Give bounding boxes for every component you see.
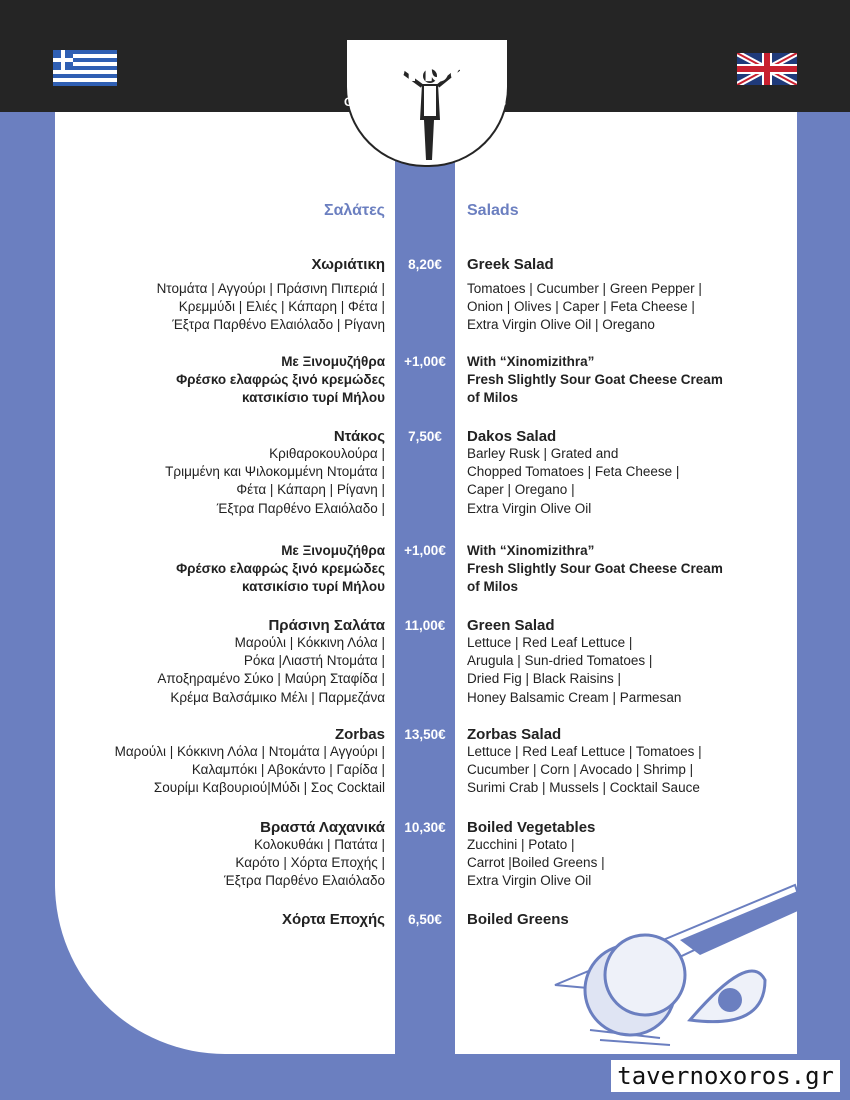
item-desc-line: Lettuce | Red Leaf Lettuce | Tomatoes | [467, 744, 702, 759]
item-price: +1,00€ [404, 543, 446, 558]
item-desc-line: of Milos [467, 390, 518, 406]
item-price: 10,30€ [404, 820, 446, 835]
menu-item-gr [176, 353, 385, 408]
item-desc-line: κατσικίσιο τυρί Μήλου [242, 390, 385, 406]
item-desc-line: of Milos [467, 579, 518, 595]
item-desc-line: Honey Balsamic Cream | Parmesan [467, 689, 682, 705]
item-desc-line: Surimi Crab | Mussels | Cocktail Sauce [467, 780, 700, 796]
menu-item-gr [224, 819, 385, 891]
item-desc-line: Φρέσκο ελαφρώς ξινό κρεμώδες [176, 561, 385, 577]
uk-flag-icon[interactable] [737, 53, 797, 85]
item-title-en: Boiled Vegetables [467, 819, 596, 836]
item-desc-line: Φέτα | Κάπαρη | Ρίγανη | [236, 482, 385, 498]
menu-item-gr [165, 428, 385, 518]
item-desc-line: Zucchini | Potato | [467, 837, 575, 852]
item-desc-line: Καρότο | Χόρτα Εποχής | [235, 855, 385, 871]
item-title-gr: Βραστά Λαχανικά [260, 819, 385, 836]
item-title-en: Green Salad [467, 617, 555, 634]
item-title-gr: Χόρτα Εποχής [282, 911, 385, 928]
item-title-gr: Με Ξινομυζήθρα [281, 543, 385, 558]
item-desc-line: Dried Fig | Black Raisins | [467, 671, 622, 687]
item-price: 6,50€ [408, 912, 442, 927]
menu-item-gr [282, 911, 385, 928]
brand-subtitle [340, 95, 510, 109]
item-desc-line: Fresh Slightly Sour Goat Cheese Cream [467, 372, 723, 388]
item-title-gr: Χωριάτικη [311, 256, 385, 273]
menu-item-en [467, 256, 702, 335]
item-desc-line: Barley Rusk | Grated and [467, 446, 619, 461]
item-desc-line: Έξτρα Παρθένο Ελαιόλαδο [224, 873, 385, 889]
menu-item-gr [176, 542, 385, 597]
item-desc-line: Τριμμένη και Ψιλοκομμένη Ντομάτα | [165, 464, 385, 480]
item-title-en: With “Xinomizithra” [467, 354, 595, 369]
website-watermark: tavernoxoros.gr [611, 1060, 840, 1092]
item-desc-line: Καλαμπόκι | Αβοκάντο | Γαρίδα | [191, 762, 385, 778]
item-desc-line: Onion | Olives | Caper | Feta Cheese | [467, 299, 695, 315]
menu-item-gr [157, 256, 385, 335]
item-desc-line: Έξτρα Παρθένο Ελαιόλαδο | [216, 500, 385, 516]
item-desc-line: Κρέμα Βαλσάμικο Μέλι | Παρμεζάνα [170, 689, 385, 705]
item-desc-line: Fresh Slightly Sour Goat Cheese Cream [467, 561, 723, 577]
item-desc-line: Μαρούλι | Κόκκινη Λόλα | [234, 635, 385, 650]
item-title-en: Zorbas Salad [467, 726, 562, 743]
item-desc-line: Ντομάτα | Αγγούρι | Πράσινη Πιπεριά | [156, 281, 385, 296]
menu-item-en [467, 726, 702, 798]
item-desc-line: Caper | Oregano | [467, 482, 575, 498]
item-title-gr: Ντάκος [333, 428, 385, 445]
brand-sub-left: Greek Tavern [344, 95, 420, 109]
greek-flag-icon[interactable] [53, 50, 117, 86]
item-desc-line: Αποξηραμένο Σύκο | Μαύρη Σταφίδα | [157, 671, 385, 687]
brand-title: Zorbas [351, 39, 499, 91]
item-desc-line: Tomatoes | Cucumber | Green Pepper | [467, 281, 702, 296]
item-desc-line: Cucumber | Corn | Avocado | Shrimp | [467, 762, 694, 778]
item-price: 13,50€ [404, 727, 446, 742]
item-desc-line: Μαρούλι | Κόκκινη Λόλα | Ντομάτα | Αγγούρι | [114, 744, 385, 759]
item-desc-line: Έξτρα Παρθένο Ελαιόλαδο | Ρίγανη [172, 317, 385, 333]
item-desc-line: Κριθαροκουλούρα | [269, 446, 385, 461]
item-desc-line: Arugula | Sun-dried Tomatoes | [467, 653, 653, 669]
item-title-en: With “Xinomizithra” [467, 543, 595, 558]
item-desc-line: Lettuce | Red Leaf Lettuce | [467, 635, 633, 650]
item-desc-line: Extra Virgin Olive Oil [467, 873, 592, 889]
item-price: 7,50€ [408, 429, 442, 444]
item-desc-line: Extra Virgin Olive Oil | Oregano [467, 317, 655, 333]
section-title-en: Salads [467, 202, 519, 219]
item-desc-line: κατσικίσιο τυρί Μήλου [242, 579, 385, 595]
menu-item-en [467, 617, 681, 707]
item-desc-line: Σουρίμι Καβουριού|Μύδι | Σος Cocktail [153, 780, 385, 796]
item-desc-line: Extra Virgin Olive Oil [467, 500, 592, 516]
item-title-gr: Με Ξινομυζήθρα [281, 354, 385, 369]
menu-item-en [467, 353, 723, 408]
item-title-gr: Πράσινη Σαλάτα [268, 617, 385, 634]
item-price: +1,00€ [404, 354, 446, 369]
item-desc-line: Ρόκα |Λιαστή Ντομάτα | [243, 653, 385, 669]
brand-sub-right: MILOS [468, 95, 506, 109]
item-price: 11,00€ [404, 618, 446, 633]
item-desc-line: Κρεμμύδι | Ελιές | Κάπαρη | Φέτα | [178, 299, 385, 315]
item-title-en: Dakos Salad [467, 428, 557, 445]
item-title-en: Greek Salad [467, 256, 554, 273]
item-title-gr: Zorbas [334, 726, 385, 743]
tomato-knife-illustration-icon [550, 880, 800, 1050]
menu-item-en [467, 542, 723, 597]
section-title-gr: Σαλάτες [323, 202, 385, 219]
menu-item-gr [115, 726, 385, 798]
item-desc-line: Φρέσκο ελαφρώς ξινό κρεμώδες [176, 372, 385, 388]
menu-item-en [467, 428, 679, 518]
item-desc-line: Κολοκυθάκι | Πατάτα | [253, 837, 385, 852]
item-desc-line: Carrot |Boiled Greens | [467, 855, 605, 871]
menu-item-gr [157, 617, 385, 707]
item-title-en: Boiled Greens [467, 911, 569, 928]
item-price: 8,20€ [408, 257, 442, 272]
item-desc-line: Chopped Tomatoes | Feta Cheese | [467, 464, 680, 480]
